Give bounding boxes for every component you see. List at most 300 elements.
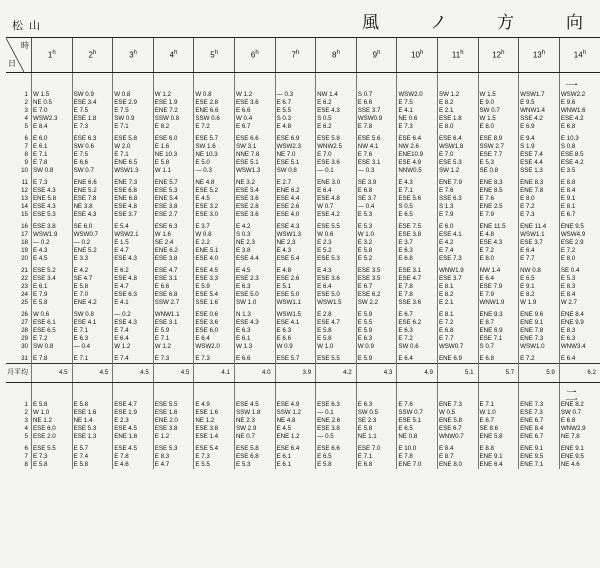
wind-cell: E 6.1 [275, 461, 316, 469]
day-number: 6 [24, 135, 28, 142]
wind-cell: ESE 6.3 [72, 135, 113, 143]
wind-cell: E 6.8 [356, 187, 397, 195]
hour-header [72, 38, 113, 73]
wind-cell: E 7.3 [32, 179, 73, 187]
wind-cell: — 0.4 [72, 343, 113, 351]
wind-cell: ESE 1.6 [194, 409, 235, 417]
wind-cell: E 7.3 [519, 211, 560, 219]
wind-cell: W 1.2 [153, 91, 194, 99]
wind-cell: S 0.5 [316, 115, 357, 123]
hour-number: 12 [492, 50, 502, 60]
hour-header [234, 38, 275, 73]
wind-cell: SSW 0.6 [194, 115, 235, 123]
average-value: 6.2 [559, 364, 600, 383]
wind-cell: ESE 3.7 [113, 211, 154, 219]
day-number: 15 [21, 211, 28, 218]
wind-cell: E 5.8 [32, 299, 73, 307]
wind-cell: E 6.7 [234, 123, 275, 131]
wind-cell: W 1.3 [234, 343, 275, 351]
wind-cell: ESE 6.3 [113, 291, 154, 299]
day-row [6, 275, 600, 283]
day-row [6, 239, 600, 247]
wind-cell: ENE 8.4 [559, 311, 600, 319]
wind-cell: E 6.4 [316, 187, 357, 195]
wind-cell: SW 3.1 [234, 143, 275, 151]
wind-cell: E 4.5 [275, 425, 316, 433]
wind-cell: NNE 7.8 [234, 151, 275, 159]
hour-suffix: h [255, 50, 259, 57]
wind-cell: ESE 3.7 [437, 275, 478, 283]
wind-cell: E 3.8 [234, 247, 275, 255]
hour-suffix: h [295, 50, 300, 57]
wind-cell: SSE 1.3 [519, 167, 560, 175]
wind-cell: E 6.3 [234, 283, 275, 291]
wind-cell: E 4.7 [113, 283, 154, 291]
day-row [6, 283, 600, 291]
day-row [6, 143, 600, 151]
wind-cell: E 5.9 [356, 311, 397, 319]
wind-cell: E 7.0 [32, 107, 73, 115]
day-number: 13 [21, 195, 28, 202]
wind-cell: ENE 8.0 [437, 461, 478, 469]
hour-number: 8 [332, 50, 337, 60]
wind-cell: E 5.1 [275, 283, 316, 291]
day-row [6, 187, 600, 195]
wind-cell: E 6.6 [234, 107, 275, 115]
wind-cell: SW 0.8 [275, 167, 316, 175]
wind-cell: SSW 0.7 [397, 409, 438, 417]
wind-cell: ESE 5.4 [234, 187, 275, 195]
wind-cell: ESE 4.8 [113, 203, 154, 211]
wind-cell: E 7.1 [153, 335, 194, 343]
average-value: 4.0 [234, 364, 275, 383]
wind-cell: ENE 7.9 [437, 179, 478, 187]
wind-cell: ESE 4.0 [275, 211, 316, 219]
wind-cell: ESE 4.7 [397, 275, 438, 283]
wind-cell: SW 0.6 [72, 143, 113, 151]
wind-cell: E 7.3 [397, 123, 438, 131]
wind-cell: ESE 5.3 [32, 211, 73, 219]
wind-cell: NE 2.3 [275, 239, 316, 247]
wind-cell: W 2.0 [113, 143, 154, 151]
day-number: 10 [21, 167, 28, 174]
wind-cell: E 2.8 [316, 311, 357, 319]
wind-cell: E 6.6 [72, 159, 113, 167]
day-number: 7 [24, 143, 28, 150]
wind-cell: SE 4.7 [72, 275, 113, 283]
wind-cell: E 5.8 [72, 401, 113, 409]
wind-cell: ENE 8.3 [478, 179, 519, 187]
title-char: ノ [430, 13, 447, 32]
day-number: 8 [24, 461, 28, 468]
wind-cell: ENE 9.1 [478, 453, 519, 461]
wind-cell: ESE 6.5 [32, 327, 73, 335]
wind-cell: ESE 6.0 [153, 135, 194, 143]
wind-cell: E 2.3 [113, 417, 154, 425]
day-row [6, 355, 600, 364]
wind-cell: ESE 5.2 [194, 187, 235, 195]
wind-cell: E 5.3 [356, 211, 397, 219]
wind-cell: ESE 3.5 [356, 267, 397, 275]
wind-cell: ENE 6.9 [437, 355, 478, 364]
day-number: 19 [21, 247, 28, 254]
day-number: 12 [21, 187, 28, 194]
wind-cell: ENE 6.2 [275, 187, 316, 195]
hour-suffix: h [419, 50, 424, 57]
wind-cell: E 7.1 [397, 187, 438, 195]
wind-cell: ESE 2.6 [275, 275, 316, 283]
day-row [6, 255, 600, 263]
average-value: 5.1 [437, 364, 478, 383]
day-row [6, 425, 600, 433]
wind-cell: E 7.5 [113, 107, 154, 115]
day-number: 6 [24, 445, 28, 452]
wind-cell: W 0.8 [113, 91, 154, 99]
wind-cell: E 4.6 [113, 461, 154, 469]
hour-header [437, 38, 478, 73]
wind-cell: — 0.1 [316, 409, 357, 417]
wind-cell: ESE 3.6 [234, 195, 275, 203]
wind-cell: SW 2.2 [356, 299, 397, 307]
wind-cell: E 7.4 [113, 327, 154, 335]
wind-cell: E 9.5 [519, 99, 560, 107]
wind-cell: ESE 5.0 [234, 291, 275, 299]
day-number: 17 [21, 231, 28, 238]
day-number: 5 [24, 433, 28, 440]
wind-cell: E 8.0 [478, 255, 519, 263]
wind-cell: WSW0.7 [72, 231, 113, 239]
wind-cell: ESE 3.6 [234, 99, 275, 107]
wind-cell: ESE 1.9 [153, 99, 194, 107]
average-value: 4.5 [153, 364, 194, 383]
wind-cell: E 6.8 [559, 417, 600, 425]
day-number: 30 [21, 343, 28, 350]
wind-cell: E 4.2 [72, 267, 113, 275]
hour-header [397, 38, 438, 73]
wind-cell: ESE 7.5 [397, 223, 438, 231]
wind-cell: ESE 5.4 [194, 445, 235, 453]
wind-cell: WNW3.4 [559, 343, 600, 351]
wind-cell: ENE 7.3 [113, 179, 154, 187]
hour-header [113, 38, 154, 73]
wind-cell: E 8.0 [437, 123, 478, 131]
day-number: 1 [24, 91, 28, 98]
wind-cell: E 5.5 [275, 107, 316, 115]
wind-cell: E 7.3 [32, 453, 73, 461]
wind-cell: E 4.1 [397, 107, 438, 115]
wind-cell: ESE 4.3 [113, 319, 154, 327]
wind-cell: ENE 7.3 [519, 335, 560, 343]
wind-cell: ESE 7.1 [478, 335, 519, 343]
monthly-average-label: 月平均 [6, 364, 32, 383]
wind-cell: ESE 5.1 [275, 159, 316, 167]
wind-cell: NE 4.8 [194, 179, 235, 187]
wind-cell: ENE 7.1 [519, 461, 560, 469]
wind-cell: ESE 6.0 [194, 327, 235, 335]
wind-cell: E 2.2 [194, 239, 235, 247]
wind-cell: SSE 6.3 [437, 195, 478, 203]
wind-cell: W 1.5 [478, 115, 519, 123]
wind-cell: SE 8.6 [478, 425, 519, 433]
wind-cell: E 8.8 [478, 445, 519, 453]
wind-cell: E 2.1 [437, 299, 478, 307]
hour-number: 2 [88, 50, 93, 60]
wind-cell: ENE 6.5 [113, 159, 154, 167]
wind-cell: ESE 4.3 [32, 187, 73, 195]
hour-header [356, 38, 397, 73]
wind-cell: E 7.8 [397, 453, 438, 461]
wind-cell: ENE 9.3 [478, 311, 519, 319]
wind-cell: E 8.2 [437, 291, 478, 299]
wind-cell: E 7.2 [397, 335, 438, 343]
wind-cell: W 0.7 [316, 203, 357, 211]
wind-cell: ESE 6.2 [397, 319, 438, 327]
day-row [6, 211, 600, 219]
wind-cell: ESE 3.6 [234, 211, 275, 219]
day-number: 26 [21, 311, 28, 318]
wind-cell: NE 0.5 [32, 99, 73, 107]
wind-cell: ESE 5.3 [316, 255, 357, 263]
wind-cell: ESE 7.3 [437, 255, 478, 263]
wind-cell: E 4.5 [194, 195, 235, 203]
wind-cell: SW 0.7 [478, 107, 519, 115]
wind-cell: ESE 5.0 [316, 291, 357, 299]
hour-number: 11 [451, 50, 461, 60]
day-number: 2 [24, 99, 28, 106]
hour-suffix: h [460, 50, 464, 57]
wind-cell: E 4.7 [153, 461, 194, 469]
wind-cell: E 6.3 [234, 327, 275, 335]
title-char: 風 [362, 13, 379, 32]
wind-cell: ENE 6.6 [194, 107, 235, 115]
wind-cell: E 7.6 [356, 151, 397, 159]
wind-cell: ESE 3.1 [153, 319, 194, 327]
wind-cell: ESE 7.9 [478, 283, 519, 291]
wind-cell: E 8.3 [559, 283, 600, 291]
wind-cell: E 7.3 [194, 355, 235, 364]
wind-cell: E 6.9 [519, 123, 560, 131]
day-number: 24 [21, 291, 28, 298]
wind-cell: E 7.2 [559, 247, 600, 255]
wind-cell: ENE 2.6 [316, 417, 357, 425]
wind-cell: E 7.9 [437, 211, 478, 219]
hour-suffix: h [174, 50, 178, 57]
day-row [6, 311, 600, 319]
wind-cell: ESE 4.4 [519, 159, 560, 167]
day-number: 14 [21, 203, 28, 210]
wind-cell: E 8.2 [519, 291, 560, 299]
wind-cell: W 1.5 [478, 91, 519, 99]
wind-cell: SE 0.8 [478, 167, 519, 175]
hour-suffix: h [377, 50, 381, 57]
wind-cell: ESE 4.2 [316, 211, 357, 219]
wind-cell: E 6.7 [275, 99, 316, 107]
wind-cell: SSE 3.7 [356, 107, 397, 115]
wind-cell: E 1.5 [113, 239, 154, 247]
wind-cell: W 2.7 [559, 299, 600, 307]
hour-suffix: h [501, 50, 505, 57]
day-number: 11 [21, 179, 28, 186]
day-number: 1 [24, 401, 28, 408]
wind-cell: E 5.9 [194, 283, 235, 291]
wind-cell: E 7.3 [72, 123, 113, 131]
wind-cell: SSW 1.8 [234, 409, 275, 417]
wind-cell: ESE 6.3 [153, 223, 194, 231]
wind-cell: ESE 8.9 [478, 135, 519, 143]
wind-cell: ENE 7.2 [153, 107, 194, 115]
wind-cell: NW 2.6 [397, 143, 438, 151]
wind-cell: E 6.3 [356, 335, 397, 343]
wind-cell: ENE 8.2 [559, 401, 600, 409]
wind-cell: W 1.0 [32, 409, 73, 417]
wind-cell: E 8.8 [559, 179, 600, 187]
day-row [6, 151, 600, 159]
wind-cell: E 4.3 [32, 247, 73, 255]
wind-cell: E 5.3 [478, 159, 519, 167]
wind-cell: ESE 0.6 [194, 311, 235, 319]
wind-cell: S 0.8 [559, 143, 600, 151]
wind-cell: E 7.8 [113, 453, 154, 461]
wind-cell: ENE 5.2 [72, 187, 113, 195]
wind-cell: E 5.8 [153, 159, 194, 167]
hour-mark: 時 [21, 41, 29, 50]
wind-cell: WSW2.3 [275, 143, 316, 151]
wind-cell: WSW2.1 [113, 231, 154, 239]
wind-cell: WNW1.9 [437, 267, 478, 275]
wind-cell: E 5.5 [194, 461, 235, 469]
wind-cell: ENE 9.1 [519, 445, 560, 453]
wind-cell: E 6.7 [478, 417, 519, 425]
wind-cell: E 3.2 [356, 239, 397, 247]
wind-cell: E 6.5 [397, 425, 438, 433]
wind-cell: S 0.7 [356, 91, 397, 99]
wind-cell: SW 0.8 [72, 311, 113, 319]
wind-cell: ESE 4.3 [275, 223, 316, 231]
wind-cell: ESE 4.9 [275, 401, 316, 409]
day-row [6, 267, 600, 275]
wind-cell: ESE 4.3 [234, 319, 275, 327]
wind-cell: E 4.1 [113, 299, 154, 307]
wind-cell: W 0.8 [194, 231, 235, 239]
wind-cell: E 6.8 [478, 355, 519, 364]
wind-cell: E 7.6 [397, 401, 438, 409]
wind-cell: E 7.7 [519, 255, 560, 263]
day-row [6, 343, 600, 351]
wind-cell: ENE 8.5 [478, 187, 519, 195]
wind-cell: WNW1.4 [519, 107, 560, 115]
wind-cell: E 6.1 [32, 283, 73, 291]
wind-cell: NE 0.7 [234, 433, 275, 441]
wind-cell: ESE 7.3 [519, 409, 560, 417]
wind-cell: E 2.3 [316, 239, 357, 247]
wind-cell: ESE 4.1 [437, 231, 478, 239]
wind-cell: ESE 3.8 [153, 203, 194, 211]
wind-cell: ESE 4.8 [316, 195, 357, 203]
wind-cell: E 8.3 [153, 453, 194, 461]
wind-cell: E 4.3 [275, 247, 316, 255]
wind-cell: ENE 9.5 [559, 453, 600, 461]
wind-cell: ESE 2.7 [153, 211, 194, 219]
day-row [6, 99, 600, 107]
wind-cell: W 0.8 [194, 91, 235, 99]
day-number: 23 [21, 283, 28, 290]
day-number: 21 [21, 267, 28, 274]
wind-cell: — 0.4 [356, 203, 397, 211]
wind-cell: W 0.6 [316, 231, 357, 239]
wind-cell: ENE 7.8 [519, 327, 560, 335]
wind-cell: E 8.1 [437, 283, 478, 291]
wind-cell: — 0.2 [72, 239, 113, 247]
wind-cell: NE 7.0 [275, 151, 316, 159]
wind-cell: E 4.7 [113, 247, 154, 255]
wind-cell: WSW1.7 [519, 91, 560, 99]
wind-cell: NE 2.3 [234, 417, 275, 425]
wind-cell: ESE 5.5 [316, 355, 357, 364]
wind-cell: WSW1.1 [275, 299, 316, 307]
wind-cell: E 4.5 [234, 267, 275, 275]
wind-cell: E 8.4 [32, 123, 73, 131]
hour-suffix: h [336, 50, 340, 57]
wind-cell: ESE 5.6 [356, 135, 397, 143]
wind-cell: ESE 4.2 [559, 159, 600, 167]
wind-cell: ENE 9.1 [519, 319, 560, 327]
wind-cell: ENE 6.7 [519, 417, 560, 425]
wind-cell: ESE 4.5 [113, 445, 154, 453]
wind-cell: ESE 3.1 [397, 267, 438, 275]
wind-cell: SW 1.2 [437, 167, 478, 175]
wind-cell: ESE 1.6 [153, 409, 194, 417]
wind-cell: ESE 7.7 [478, 151, 519, 159]
wind-cell: E 9.0 [478, 99, 519, 107]
wind-cell: WNW1.1 [153, 311, 194, 319]
wind-cell: W 1.6 [153, 231, 194, 239]
wind-cell: ESE 6.4 [437, 135, 478, 143]
wind-cell: WSW2.0 [194, 343, 235, 351]
wind-cell: E 7.9 [478, 211, 519, 219]
wind-cell: S 0.3 [234, 231, 275, 239]
wind-cell: W 0.6 [32, 311, 73, 319]
wind-cell: WSW2.3 [32, 115, 73, 123]
wind-cell: NE 3.8 [72, 203, 113, 211]
wind-cell: ESE 6.3 [316, 401, 357, 409]
wind-cell: E 6.7 [559, 211, 600, 219]
day-number: 29 [21, 335, 28, 342]
wind-cell: E 6.8 [437, 327, 478, 335]
wind-cell: ESE 2.9 [559, 239, 600, 247]
wind-cell: ESE 3.8 [32, 223, 73, 231]
wind-cell: E 2.1 [437, 107, 478, 115]
title-char: 向 [566, 13, 583, 32]
wind-cell: E 5.8 [32, 401, 73, 409]
wind-cell: ESE 5.8 [234, 445, 275, 453]
wind-cell: SW 0.9 [113, 115, 154, 123]
wind-cell: ESE 5.0 [275, 291, 316, 299]
wind-cell: ENE10.9 [397, 151, 438, 159]
wind-cell: ENE 3.0 [316, 179, 357, 187]
wind-cell: ENE 5.8 [437, 417, 478, 425]
wind-cell: ESE 6.6 [316, 445, 357, 453]
wind-cell: E 7.1 [478, 401, 519, 409]
wind-cell: SE 6.0 [72, 223, 113, 231]
wind-cell: NE 4.8 [275, 417, 316, 425]
wind-cell: ENE 6.8 [113, 195, 154, 203]
wind-cell: E 9.4 [519, 135, 560, 143]
wind-cell: E 6.4 [113, 335, 154, 343]
day-number: 28 [21, 327, 28, 334]
wind-cell: ENE 5.8 [478, 433, 519, 441]
wind-cell: — 0.2 [32, 239, 73, 247]
wind-cell: E 5.8 [356, 425, 397, 433]
